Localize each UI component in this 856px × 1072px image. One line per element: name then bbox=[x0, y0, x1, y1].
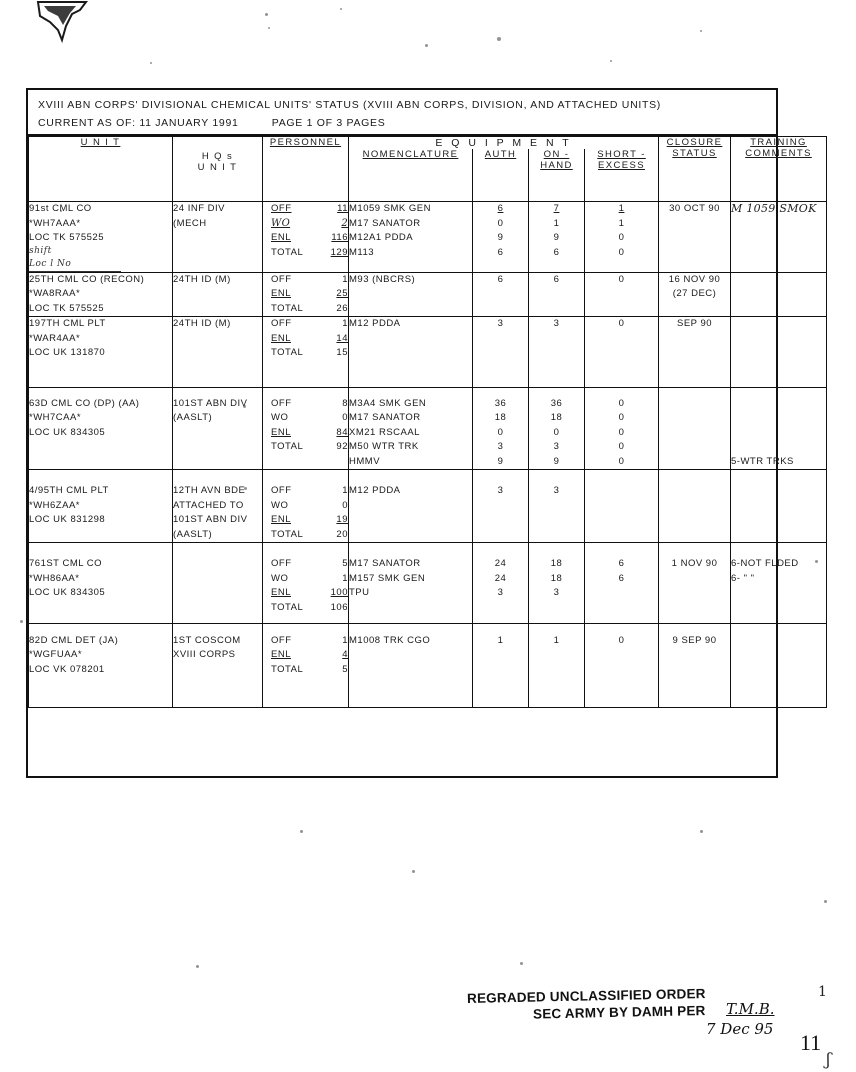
cell-short-excess: 6 6 bbox=[585, 543, 659, 624]
col-head-closure-status: CLOSURE STATUS bbox=[659, 137, 731, 202]
cell-nomenclature: M1008 TRK CGO bbox=[349, 623, 473, 708]
page-number: 11 bbox=[800, 1030, 822, 1055]
cell-auth: 6 0 9 6 bbox=[473, 202, 529, 273]
cell-hqs-unit: 24 INF DIV (MECH bbox=[173, 202, 263, 273]
scan-speck bbox=[610, 60, 612, 62]
cell-auth: 3 bbox=[473, 317, 529, 388]
cell-training-comments: 6-NOT FLDED 6- " " bbox=[731, 543, 827, 624]
cell-nomenclature: M12 PDDA bbox=[349, 470, 473, 543]
table-row bbox=[29, 387, 827, 470]
cell-unit: 91st CML CO *WH7AAA* LOC TK 575525 shift Loc l No bbox=[29, 202, 173, 273]
cell-short-excess: 0 bbox=[585, 272, 659, 317]
scan-speck bbox=[20, 620, 23, 623]
cell-on-hand: 6 bbox=[529, 272, 585, 317]
cell-training-comments bbox=[731, 202, 827, 273]
handwritten-note: M 1059 SMOK bbox=[731, 202, 817, 215]
document-frame bbox=[26, 88, 817, 778]
page-of-pages: PAGE 1 OF 3 PAGES bbox=[271, 117, 386, 129]
col-head-short-excess: SHORT - EXCESS bbox=[585, 149, 659, 202]
cell-hqs-unit bbox=[173, 543, 263, 624]
col-head-equipment-group: E Q U I P M E N T bbox=[349, 137, 659, 150]
cell-unit: 82D CML DET (JA) *WGFUAA* LOC VK 078201 bbox=[29, 623, 173, 708]
cell-unit: 197TH CML PLT *WAR4AA* LOC UK 131870 bbox=[29, 317, 173, 388]
cell-personnel: OFF 11 WO 2 ENL 116 TOTAL 129 bbox=[263, 202, 349, 273]
cell-hqs-unit: 24TH ID (M) bbox=[173, 272, 263, 317]
cell-unit: 761ST CML CO *WH86AA* LOC UK 834305 bbox=[29, 543, 173, 624]
cell-hqs-unit: 101ST ABN DIV (AASLT) bbox=[173, 387, 263, 470]
cell-hqs-unit: 12TH AVN BDE ATTACHED TO 101ST ABN DIV (AASLT) bbox=[173, 470, 263, 543]
scan-speck bbox=[196, 965, 199, 968]
col-head-on-hand: ON - HAND bbox=[529, 149, 585, 202]
scan-speck bbox=[412, 870, 415, 873]
cell-personnel: OFF 1 WO 0 ENL 19 TOTAL 20 bbox=[263, 470, 349, 543]
scan-speck bbox=[824, 900, 827, 903]
cell-training-comments bbox=[731, 470, 827, 543]
cell-nomenclature: M93 (NBCRS) bbox=[349, 272, 473, 317]
scan-speck bbox=[340, 8, 342, 10]
col-head-training-comments: TRAINING COMMENTS bbox=[731, 137, 827, 202]
cell-training-comments bbox=[731, 272, 827, 317]
current-as-of: CURRENT AS OF: 11 JANUARY 1991 bbox=[38, 117, 239, 129]
title-line-2 bbox=[38, 115, 776, 131]
cell-training-comments bbox=[731, 317, 827, 388]
cell-personnel: OFF 5 WO 1 ENL 100 TOTAL 106 bbox=[263, 543, 349, 624]
col-head-unit: U N I T bbox=[29, 137, 173, 202]
cell-nomenclature: M1059 SMK GEN M17 SANATOR M12A1 PDDA M113 bbox=[349, 202, 473, 273]
cell-closure-status: SEP 90 bbox=[659, 317, 731, 388]
handwritten-note: Loc l No bbox=[29, 259, 121, 272]
scan-speck bbox=[700, 30, 702, 32]
table-row bbox=[29, 317, 827, 388]
chemical-units-status-table bbox=[28, 136, 827, 708]
cell-unit: 63D CML CO (DP) (AA) *WH7CAA* LOC UK 834305 bbox=[29, 387, 173, 470]
cell-nomenclature: M12 PDDA bbox=[349, 317, 473, 388]
scan-speck bbox=[425, 44, 428, 47]
cell-auth: 1 bbox=[473, 623, 529, 708]
cell-personnel: OFF 1 ENL 25 TOTAL 26 bbox=[263, 272, 349, 317]
document-header bbox=[28, 90, 776, 136]
torn-corner-mark bbox=[36, 0, 90, 46]
table-row bbox=[29, 202, 827, 273]
scan-speck bbox=[150, 62, 152, 64]
stamp-initials: T.M.B. bbox=[726, 1000, 775, 1018]
table-row bbox=[29, 543, 827, 624]
tick-mark: 1 bbox=[818, 984, 827, 1000]
scan-speck bbox=[520, 962, 523, 965]
cell-on-hand: 36 18 0 3 9 bbox=[529, 387, 585, 470]
scan-speck bbox=[268, 27, 270, 29]
cell-short-excess: 0 bbox=[585, 623, 659, 708]
table-row bbox=[29, 272, 827, 317]
table-row bbox=[29, 470, 827, 543]
cell-closure-status: 30 OCT 90 bbox=[659, 202, 731, 273]
cell-hqs-unit: 24TH ID (M) bbox=[173, 317, 263, 388]
cell-training-comments bbox=[731, 623, 827, 708]
cell-short-excess: 0 0 0 0 0 bbox=[585, 387, 659, 470]
cell-auth: 24 24 3 bbox=[473, 543, 529, 624]
cell-short-excess: 0 bbox=[585, 317, 659, 388]
handwritten-note: shift bbox=[29, 245, 52, 256]
cell-nomenclature: M17 SANATOR M157 SMK GEN TPU bbox=[349, 543, 473, 624]
cell-auth: 36 18 0 3 9 bbox=[473, 387, 529, 470]
cell-auth: 6 bbox=[473, 272, 529, 317]
cell-short-excess: 1 1 0 0 bbox=[585, 202, 659, 273]
cell-short-excess bbox=[585, 470, 659, 543]
col-head-personnel: PERSONNEL bbox=[263, 137, 349, 202]
scan-speck bbox=[700, 830, 703, 833]
cell-closure-status: 9 SEP 90 bbox=[659, 623, 731, 708]
cell-personnel: OFF 1 ENL 4 TOTAL 5 bbox=[263, 623, 349, 708]
cell-hqs-unit: 1ST COSCOM XVIII CORPS bbox=[173, 623, 263, 708]
cell-on-hand: 18 18 3 bbox=[529, 543, 585, 624]
cell-training-comments: 5-WTR TRKS bbox=[731, 387, 827, 470]
col-head-nomenclature: NOMENCLATURE bbox=[349, 149, 473, 202]
cell-on-hand: 1 bbox=[529, 623, 585, 708]
cell-auth: 3 bbox=[473, 470, 529, 543]
stamp-line-2: SEC ARMY BY DAMH PER bbox=[533, 1003, 707, 1022]
cell-closure-status bbox=[659, 470, 731, 543]
col-head-auth: AUTH bbox=[473, 149, 529, 202]
scan-speck bbox=[497, 37, 501, 41]
cell-personnel: OFF 1 ENL 14 TOTAL 15 bbox=[263, 317, 349, 388]
cell-closure-status: 1 NOV 90 bbox=[659, 543, 731, 624]
cell-on-hand: 7 1 9 6 bbox=[529, 202, 585, 273]
col-head-hqs-unit: H Q s U N I T bbox=[173, 137, 263, 202]
stamp-date: 7 Dec 95 bbox=[706, 1020, 774, 1038]
cell-unit: 25TH CML CO (RECON) *WA8RAA* LOC TK 575525 bbox=[29, 272, 173, 317]
title-line-1: XVIII ABN CORPS' DIVISIONAL CHEMICAL UNITS' STATUS (XVIII ABN CORPS, DIVISION, AND ATTACHED UNITS) bbox=[38, 99, 661, 111]
cell-closure-status bbox=[659, 387, 731, 470]
scan-speck bbox=[265, 13, 268, 16]
corner-squiggle: ʃ bbox=[824, 1049, 832, 1071]
cell-closure-status: 16 NOV 90 (27 DEC) bbox=[659, 272, 731, 317]
cell-on-hand: 3 bbox=[529, 470, 585, 543]
cell-on-hand: 3 bbox=[529, 317, 585, 388]
cell-nomenclature: M3A4 SMK GEN M17 SANATOR XM21 RSCAAL M50 WTR TRK HMMV bbox=[349, 387, 473, 470]
stamp-line-1: REGRADED UNCLASSIFIED ORDER bbox=[467, 986, 707, 1006]
scan-speck bbox=[300, 830, 303, 833]
table-header-group-row bbox=[29, 137, 827, 150]
table-row bbox=[29, 623, 827, 708]
cell-unit: 4/95TH CML PLT *WH6ZAA* LOC UK 831298 bbox=[29, 470, 173, 543]
cell-personnel: OFF 8 WO 0 ENL 84 TOTAL 92 bbox=[263, 387, 349, 470]
